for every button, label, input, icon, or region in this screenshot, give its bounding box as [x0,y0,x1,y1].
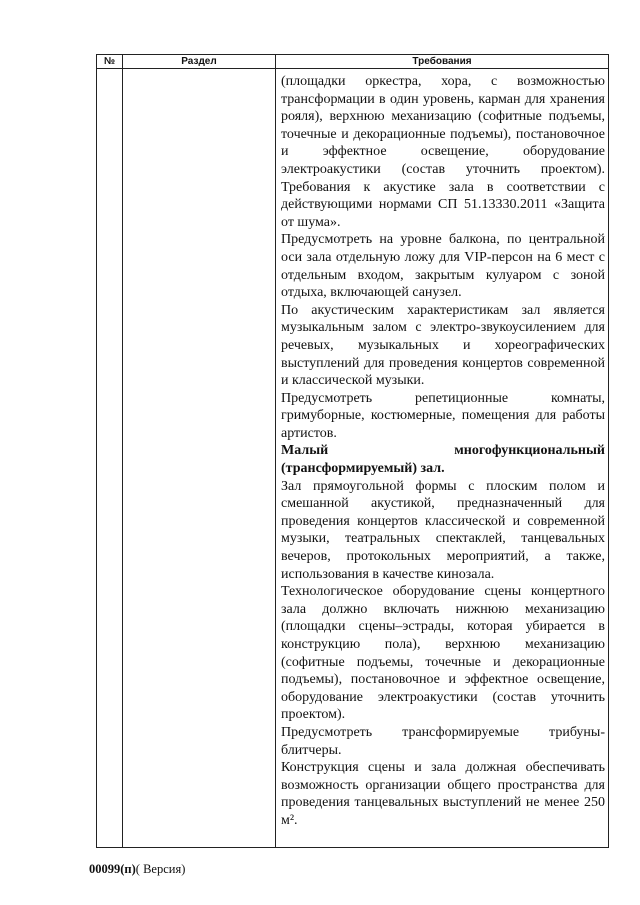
document-code: 00099(п) [89,862,136,876]
header-section: Раздел [123,55,276,69]
section-heading: Малый многофункциональный (трансформируемый) зал. [281,443,605,477]
table-header-row [97,55,609,69]
requirement-paragraph: Предусмотреть репетиционные комнаты, гримуборные, костюмерные, помещения для работы артистов. [281,390,605,441]
requirements-cell [276,69,609,848]
requirement-paragraph: Технологическое оборудование сцены концертного зала должно включать нижнюю механизацию (площадки сцены–эстрады, которая убирается в конструкцию пола), верхнюю механизацию (софитные подъемы, точечные и декорационные подъемы), постановочное и эффектное освещение, оборудование электроакустики (состав уточнить проектом). [281,584,605,723]
requirement-paragraph: Зал прямоугольной формы с плоским полом и смешанной акустикой, предназначенный для проведения концертов классической и современной музыки, театральных спектаклей, танцевальных вечеров, протокольных мероприятий, а также, использования в качестве кинозала. [281,478,605,582]
document-version: ( Версия) [135,862,186,876]
requirement-paragraph: Предусмотреть трансформируемые трибуны-блитчеры. [281,724,605,758]
header-number: № [97,55,123,69]
requirement-paragraph: Конструкция сцены и зала должная обеспечивать возможность организации общего пространства для проведения танцевальных выступлений не менее 250 м². [281,760,605,828]
section-cell [123,69,276,848]
requirements-table [96,54,609,848]
requirement-paragraph: Предусмотреть на уровне балкона, по центральной оси зала отдельную ложу для VIP-персон на 6 мест с отдельным входом, закрытым кулуаром с зоной отдыха, включающей санузел. [281,232,605,301]
number-cell [97,69,123,848]
requirement-paragraph: (площадки оркестра, хора, с возможностью трансформации в один уровень, карман для хранения рояля), верхнюю механизацию (софитные подъемы, точечные и декорационные подъемы), постановочное и эффектное освещение, оборудование электроакустики (состав уточнить проектом). Требования к акустике зала в соответствии с действующими нормами СП 51.13330.2011 «Защита от шума». [281,74,605,230]
document-footer [89,862,185,877]
table-row [97,69,609,848]
requirement-paragraph: По акустическим характеристикам зал является музыкальным залом с электро-звукоусилением для речевых, музыкальных и хореографических выступлений для проведения концертов современной и классической музыки. [281,302,605,389]
header-requirements: Требования [276,55,609,69]
